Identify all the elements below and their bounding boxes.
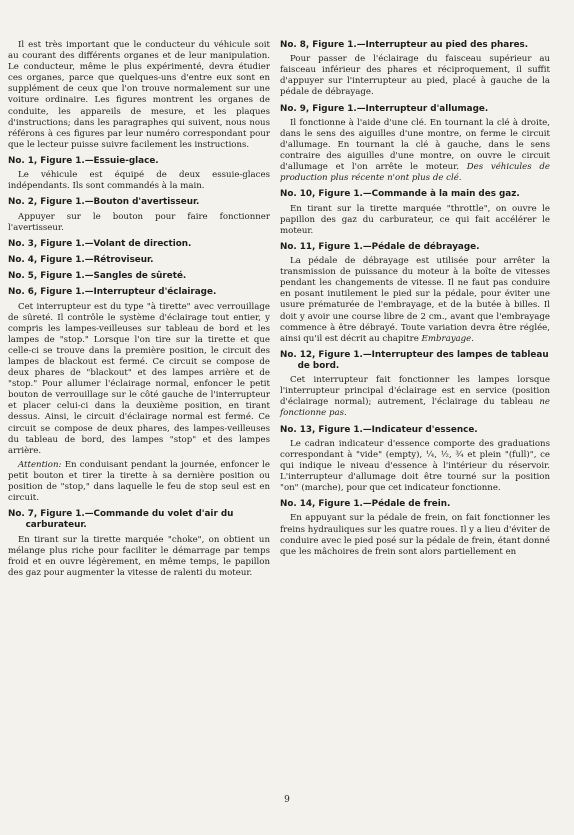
- paragraph-text: En tirant sur la tirette marquée "choke", on obtient un mélange plus riche pour faciliter le démarrage par temps froid et en ouvre légèrement, en même temps, le papillon des gaz pour augmenter la vitesse de ralenti du moteur.: [8, 534, 270, 578]
- body-paragraph: [8, 460, 270, 504]
- section-number: No. 2,: [8, 197, 38, 208]
- section-title: Figure 1.—Interrupteur au pied des phares.: [312, 40, 529, 50]
- section-heading-no-14: [280, 499, 550, 510]
- paragraph-text: Le véhicule est équipé de deux essuie-glaces indépendants. Ils sont commandés à la main.: [8, 170, 270, 192]
- section-number: No. 5,: [8, 271, 38, 282]
- page-number: 9: [284, 795, 290, 805]
- emphasis-text: ne fonctionne pas.: [280, 397, 550, 419]
- left-column: [8, 40, 270, 582]
- body-paragraph: [8, 535, 270, 579]
- body-paragraph: [8, 170, 270, 192]
- section-heading-no-8: [280, 40, 550, 51]
- section-number: No. 3,: [8, 238, 38, 249]
- paragraph-text: La pédale de débrayage est utilisée pour arrêter la transmission de puissance du moteur à la boîte de vitesses pendant les changements de vitesse. Il ne faut pas conduire en posant inutilement le pied sur la pédale, pour éviter une usure prématurée de l'embrayage, et de la butée à billes. Il doit y avoir une course libre de 2 cm., avant que l'embrayage commence à être débrayé. Toute variation devra être réglée, ainsi qu'il est décrit au chapitre: [280, 256, 550, 344]
- section-number: No. 14,: [280, 499, 316, 510]
- section-heading-no-12: [280, 350, 550, 372]
- section-number: No. 4,: [8, 254, 38, 265]
- section-title: Figure 1.—Rétroviseur.: [40, 254, 154, 265]
- paragraph-text: Appuyer sur le bouton pour faire fonctionner l'avertisseur.: [8, 211, 270, 233]
- section-heading-no-5: [8, 271, 270, 282]
- section-heading-no-7: [8, 509, 270, 531]
- body-paragraph: [8, 40, 270, 151]
- body-paragraph: [280, 118, 550, 185]
- section-heading-no-10: [280, 189, 550, 200]
- section-heading-no-6: [8, 287, 270, 298]
- section-number: No. 11,: [280, 241, 316, 252]
- body-paragraph: [8, 212, 270, 234]
- section-number: No. 6,: [8, 287, 38, 298]
- section-heading-no-9: [280, 104, 550, 115]
- body-paragraph: [280, 513, 550, 557]
- paragraph-text: Cet interrupteur est du type "à tirette" avec verrouillage de sûreté. Il contrôle le système d'éclairage tout entier, y compris les lampes-veilleuses sur tableau de bord et les lampes de "stop." Lorsque l'on tire sur la tirette et que celle-ci se trouve dans la première position, le circuit des lampes de blackout est fermé. Ce circuit se compose de deux phares de "blackout" et des lampes arrière et de "stop." Pour allumer l'éclairage normal, enfoncer le petit bouton de verrouillage sur le côté gauche de l'interrupteur et placer celui-ci dans la deuxième position, en tirant dessus. Ainsi, le circuit d'éclairage normal est fermé. Ce circuit se compose de deux phares, des lampes-veilleuses du tableau de bord, des lampes "stop" et des lampes arrière.: [8, 301, 270, 456]
- body-paragraph: [280, 256, 550, 345]
- section-heading-no-11: [280, 242, 550, 253]
- section-heading-no-2: [8, 197, 270, 208]
- body-paragraph: [8, 302, 270, 457]
- paragraph-text: En tirant sur la tirette marquée "throttle", on ouvre le papillon des gaz du carburateur, ce qui fait accélérer le moteur.: [280, 203, 550, 236]
- section-title: Figure 1.—Essuie-glace.: [40, 155, 159, 166]
- section-number: No. 1,: [8, 155, 38, 166]
- section-title: Figure 1.—Indicateur d'essence.: [318, 424, 478, 435]
- paragraph-text: En conduisant pendant la journée, enfoncer le petit bouton et tirer la tirette à sa dernière position ou position de "stop," dans laquelle le feu de stop seul est en circuit.: [8, 459, 270, 504]
- section-heading-no-3: [8, 239, 270, 250]
- emphasis-text: Des véhicules de production plus récente n'ont plus de clé.: [280, 162, 550, 184]
- section-number: No. 9,: [280, 103, 310, 114]
- section-title: Figure 1.—Sangles de sûreté.: [40, 271, 187, 282]
- section-title: Figure 1.—Interrupteur d'éclairage.: [40, 287, 217, 298]
- section-heading-no-13: [280, 425, 550, 436]
- paragraph-text: Il fonctionne à l'aide d'une clé. En tournant la clé à droite, dans le sens des aiguilles d'une montre, on ferme le circuit d'allumage. En tournant la clé à gauche, dans le sens contraire des aiguilles d'une montre, on ouvre le circuit d'allumage et l'on arrête le moteur.: [280, 117, 550, 173]
- right-column: [280, 40, 550, 561]
- body-paragraph: [280, 439, 550, 494]
- section-title: Figure 1.—Commande à la main des gaz.: [318, 189, 520, 200]
- section-number: No. 7,: [8, 509, 38, 520]
- section-heading-no-1: [8, 156, 270, 167]
- section-title: Figure 1.—Interrupteur des lampes de tableau de bord.: [297, 349, 549, 371]
- section-title: Figure 1.—Pédale de frein.: [318, 499, 451, 510]
- emphasis-label: Attention:: [18, 459, 62, 470]
- section-heading-no-4: [8, 255, 270, 266]
- section-number: No. 8,: [280, 40, 310, 50]
- body-paragraph: [280, 204, 550, 237]
- section-title: Figure 1.—Volant de direction.: [40, 238, 192, 249]
- section-title: Figure 1.—Bouton d'avertisseur.: [40, 197, 200, 208]
- section-title: Figure 1.—Commande du volet d'air du carburateur.: [25, 509, 234, 531]
- emphasis-text: Embrayage.: [421, 333, 474, 344]
- paragraph-text: Pour passer de l'éclairage du faisceau supérieur au faisceau inférieur des phares et réciproquement, il suffit d'appuyer sur l'interrupteur au pied, placé à gauche de la pédale de débrayage.: [280, 54, 550, 98]
- section-number: No. 10,: [280, 189, 316, 200]
- body-paragraph: [280, 375, 550, 419]
- paragraph-text: En appuyant sur la pédale de frein, on fait fonctionner les freins hydrauliques sur les quatre roues. Il y a lieu d'éviter de conduire avec le pied posé sur la pédale de frein, étant donné que les mâchoires de frein sont alors partiellement en: [280, 513, 550, 557]
- section-number: No. 13,: [280, 424, 316, 435]
- paragraph-text: Cet interrupteur fait fonctionner les lampes lorsque l'interrupteur principal d'éclairage est en service (position d'éclairage normal); autrement, l'éclairage du tableau: [280, 375, 550, 408]
- section-title: Figure 1.—Interrupteur d'allumage.: [312, 103, 489, 114]
- body-paragraph: [280, 54, 550, 98]
- section-title: Figure 1.—Pédale de débrayage.: [318, 241, 480, 252]
- paragraph-text: Le cadran indicateur d'essence comporte des graduations correspondant à "vide" (empty), ¼, ½, ¾ et plein "(full)", ce qui indique le niveau d'essence à l'intérieur du réservoir. L'interrupteur d'allumage doit être tourné sur la position "on" (marche), pour que cet indicateur fonctionne.: [280, 438, 550, 494]
- paragraph-text: Il est très important que le conducteur du véhicule soit au courant des différents organes et de leur manipulation. Le conducteur, même le plus expérimenté, devra étudier ces organes, parce que quelques-uns d'entre eux sont en supplément de ceux que l'on trouve normalement sur une voiture ordinaire. Les figures montrent les organes de conduite, les appareils de mesure, et les plaques d'instructions; dans les paragraphes qui suivent, nous nous référons à ces figures par leur numéro correspondant pour que le lecteur puisse suivre facilement les instructions.: [8, 40, 270, 150]
- section-number: No. 12,: [280, 349, 316, 360]
